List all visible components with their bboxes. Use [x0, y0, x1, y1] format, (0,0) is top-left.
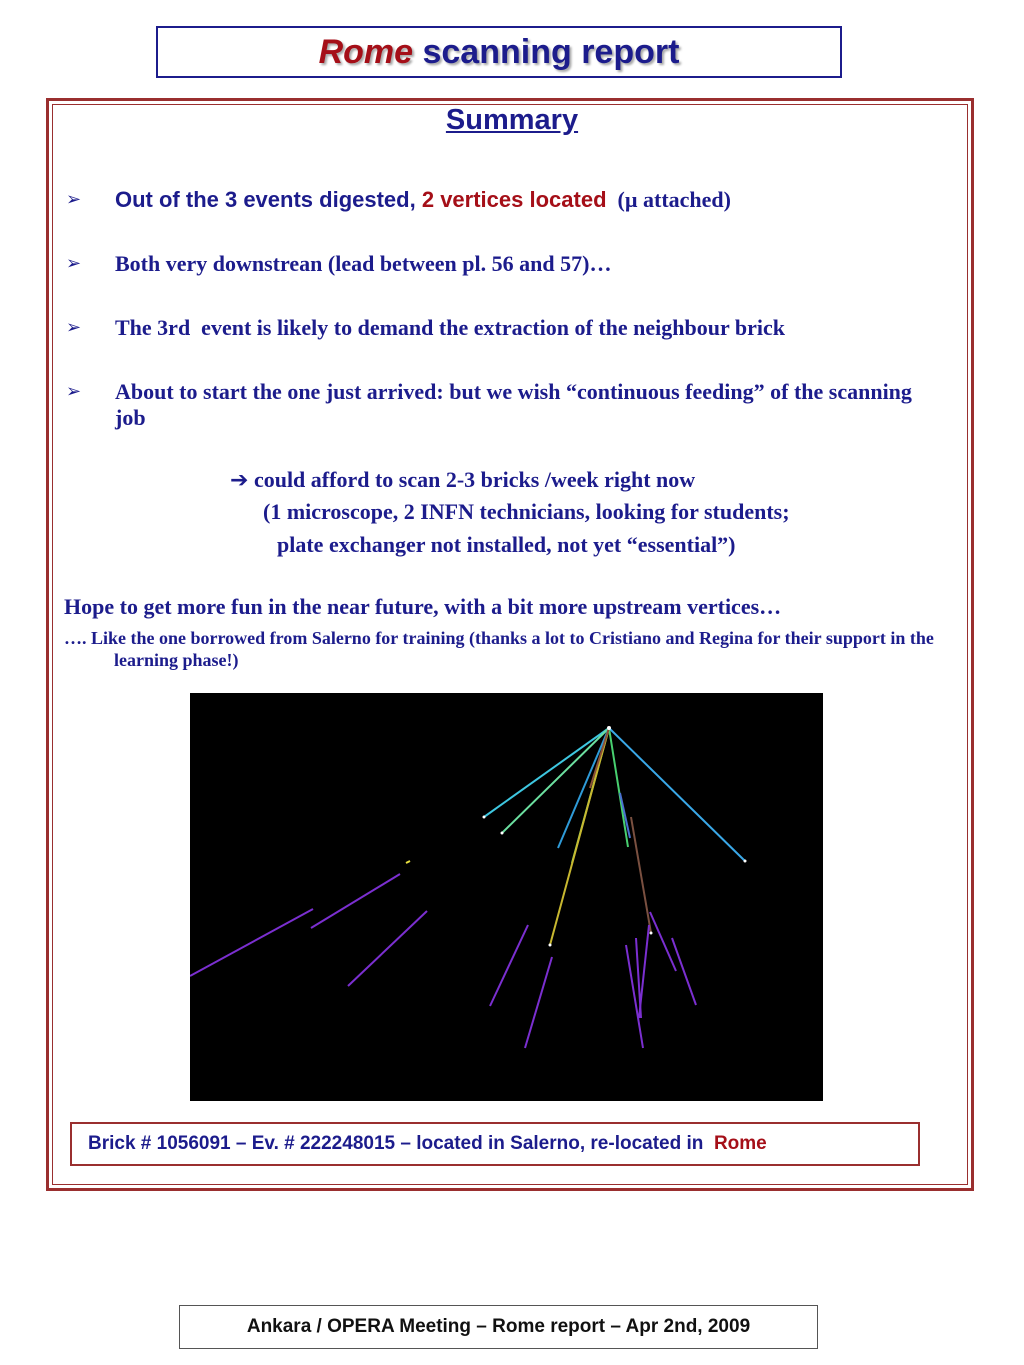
vertex-tracks — [484, 728, 745, 945]
short-track — [406, 861, 410, 863]
right-arrow-icon: ➔ — [230, 468, 249, 493]
title-emphasis: Rome — [318, 32, 414, 71]
title-rest: scanning report — [413, 32, 680, 71]
track — [348, 911, 427, 986]
caption-text: Brick # 1056091 – Ev. # 222248015 – located in Salerno, re-located in — [88, 1133, 714, 1154]
track-end-point — [549, 944, 552, 947]
slide-title — [156, 26, 842, 78]
track-end-point — [744, 860, 747, 863]
bullet-text-mu: (µ attached) — [606, 187, 731, 212]
image-caption — [70, 1122, 920, 1166]
track-end-point — [483, 816, 486, 819]
track — [639, 925, 649, 1018]
bullet-text-vertices: 2 vertices located — [421, 187, 607, 212]
track — [672, 938, 696, 1005]
bullet-text-part1: Out of the 3 events digested, — [115, 187, 422, 212]
bullet-arrow-icon: ➢ — [66, 381, 82, 402]
track — [609, 728, 745, 861]
vertex-point — [607, 726, 611, 730]
track-end-point — [650, 932, 653, 935]
bullet-arrow-icon: ➢ — [66, 189, 82, 210]
track — [525, 957, 552, 1048]
bullet-arrow-icon: ➢ — [66, 253, 82, 274]
bullet-arrow-icon: ➢ — [66, 317, 82, 338]
slide-footer: Ankara / OPERA Meeting – Rome report – Apr 2nd, 2009 — [179, 1305, 818, 1349]
bullet-text: About to start the one just arrived: but we wish “continuous feeding” of the scanning job — [115, 379, 912, 430]
track — [609, 728, 628, 847]
hope-line: Hope to get more fun in the near future, with a bit more upstream vertices… — [64, 594, 782, 619]
track-end-point — [501, 832, 504, 835]
salerno-thanks-line: …. Like the one borrowed from Salerno for training (thanks a lot to Cristiano and Regina for their support in the learning phase!) — [64, 628, 934, 670]
event-display-image — [190, 693, 823, 1101]
summary-heading: Summary — [445, 104, 579, 136]
afford-text: could afford to scan 2-3 bricks /week right now — [248, 467, 696, 492]
track — [490, 925, 528, 1006]
bullet-text: Both very downstrean (lead between pl. 56 and 57)… — [115, 251, 612, 276]
equipment-line: (1 microscope, 2 INFN technicians, looking for students; — [263, 499, 790, 524]
afford-line — [230, 467, 695, 493]
caption-place: Rome — [713, 1133, 767, 1154]
track — [190, 909, 313, 976]
track — [311, 874, 400, 928]
violet-tracks — [190, 874, 696, 1048]
track — [631, 817, 651, 933]
plate-exchanger-line: plate exchanger not installed, not yet “essential”) — [277, 532, 736, 557]
track — [650, 912, 676, 971]
event-tracks-svg — [190, 693, 823, 1101]
bullet-text: The 3rd event is likely to demand the extraction of the neighbour brick — [115, 315, 785, 340]
track — [550, 728, 609, 945]
